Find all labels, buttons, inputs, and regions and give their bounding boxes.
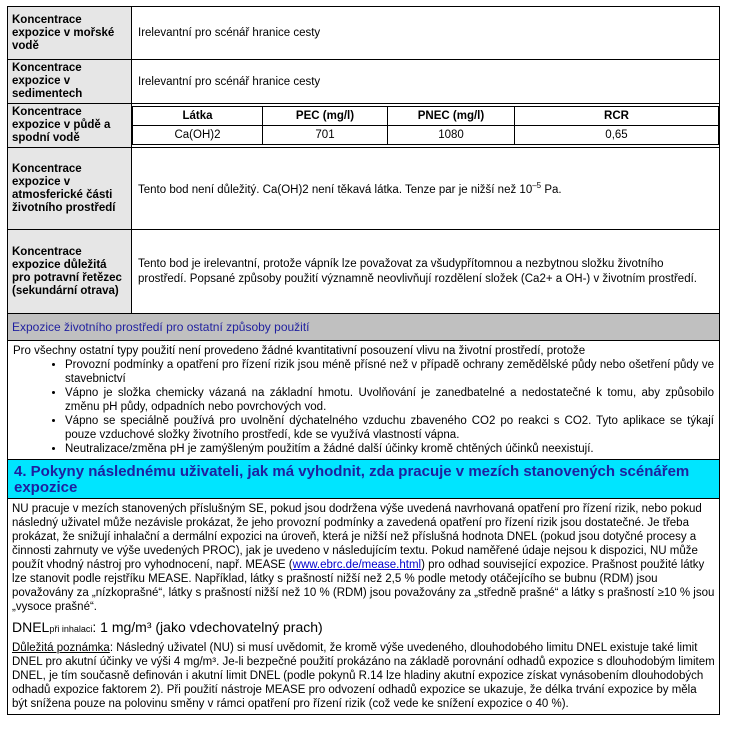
header-cell: PNEC (mg/l) <box>388 107 515 126</box>
section4-heading-row <box>8 460 720 499</box>
row-value: Irelevantní pro scénář hranice cesty <box>132 7 720 60</box>
air-unit: Pa. <box>541 183 562 196</box>
other-uses-list <box>13 358 714 456</box>
header-cell: RCR <box>515 107 719 126</box>
row-value: Irelevantní pro scénář hranice cesty <box>132 60 720 104</box>
list-item: • Neutralizace/změna pH je zamýšleným použitím a žádné další účinky kromě chtěných účinků neexistují. <box>65 442 714 456</box>
section4-body <box>8 499 720 715</box>
important-note <box>12 641 715 711</box>
data-cell: 0,65 <box>515 126 719 145</box>
dnel-label: DNEL <box>12 619 50 635</box>
other-uses-intro: Pro všechny ostatní typy použití není provedeno žádné kvantitativní posouzení vlivu na životní prostředí, protože <box>13 345 586 357</box>
other-uses-body <box>8 341 720 460</box>
dnel-value: : 1 mg/m³ (jako vdechovatelný prach) <box>92 619 323 635</box>
air-text: Tento bod není důležitý. Ca(OH)2 není těkavá látka. Tenze par je nižší než 10 <box>138 183 533 196</box>
row-value: Tento bod je irelevantní, protože vápník lze považovat za všudypřítomnou a nezbytnou složku životního prostředí. Popsané způsoby použití významně neovlivňují rozdělení složek (Ca2+ a OH-) v životním prostředí. <box>132 230 720 314</box>
row-value <box>132 148 720 230</box>
row-label: Koncentrace expozice v sedimentech <box>8 60 132 104</box>
row-food-chain <box>8 230 720 314</box>
row-label: Koncentrace expozice důležitá pro potravní řetězec (sekundární otrava) <box>8 230 132 314</box>
list-item: • Provozní podmínky a opatření pro řízení rizik jsou méně přísné než v případě ochrany zemědělské půdy nebo ošetření půdy ve stavebnictví <box>65 358 714 386</box>
other-uses-band <box>8 314 720 341</box>
row-label: Koncentrace expozice v mořské vodě <box>8 7 132 60</box>
data-cell: 701 <box>263 126 388 145</box>
row-label: Koncentrace expozice v půdě a spodní vodě <box>8 104 132 148</box>
pec-pnec-table <box>132 106 719 145</box>
header-cell: PEC (mg/l) <box>263 107 388 126</box>
row-sediments <box>8 60 720 104</box>
row-soil <box>8 104 720 148</box>
dnel-line <box>12 620 715 636</box>
list-item: • Vápno je složka chemicky vázaná na základní hmotu. Uvolňování je zanedbatelné a nedostatečné k tomu, aby způsobilo změnu pH půdy, odpadních nebo povrchových vod. <box>65 386 714 414</box>
pec-data-row <box>133 126 719 145</box>
other-uses-title: Expozice životního prostředí pro ostatní způsoby použití <box>8 314 720 341</box>
exposure-table <box>7 6 720 715</box>
list-item: • Vápno se speciálně používá pro uvolnění dýchatelného vzduchu zbaveného CO2 po reakci s CO2. Tyto aplikace se týkají pouze vzduchové složky životního prostředí, kde se využívá vlastností vápna. <box>65 414 714 442</box>
note-label: Důležitá poznámka <box>12 642 110 654</box>
row-sea-water <box>8 7 720 60</box>
dnel-subscript: při inhalaci <box>49 624 93 634</box>
section4-paragraph: NU pracuje v mezích stanovených příslušným SE, pokud jsou dodržena výše uvedená navrhovaná opatření pro řízení rizik, nebo pokud následný uživatel může nezávisle prokázat, že jeho provozní podmínky a zavedená opatření pro řízení rizik jsou dostatečné. Je třeba prokázat, že snižují inhalační a dermální expozici na úroveň, která je nižší než příslušná hodnota DNEL (pokud jsou dotyčné procesy a činnosti zahrnuty ve výše uvedených PROC), jak je uvedeno v následujícím textu. Pokud naměřené údaje nejsou k dispozici, NU může použít vhodný nástroj pro vyhodnocení, např. MEASE (www.ebrc.de/mease.html) pro odhad související expozice. Prašnost použité látky lze stanovit podle rejstříku MEASE. Například, látky s prašností nižší než 2,5 % podle metody otáčejícího se bubnu (RDM) jsou považovány za „nízkoprašné“, látky s prašností nižší než 10 % (RDM) jsou považovány za „středně prašné“ a látky s prašností ≥10 % jsou „vysoce prašné“. <box>12 503 715 613</box>
note-text: : Následný uživatel (NU) si musí uvědomit, že kromě výše uvedeného, dlouhodobého limitu DNEL existuje také limit DNEL pro akutní účinky ve výši 4 mg/m³. Je-li bezpečné použití prokázáno na základě porovnání odhadů expozice s dlouhodobým limitem DNEL, je tím současně definován i akutní limit DNEL (podle pokynů R.14 lze hladiny akutní expozice získat vynásobením dlouhodobých odhadů expozice faktorem 2). Při použití nástroje MEASE pro odvození odhadů expozice se ukazuje, že délka trvání expozice by měla být snížena pouze na polovinu směny v rámci opatření pro řízení rizik (což vede ke snížení expozice o 40 %). <box>12 642 715 710</box>
row-atmosphere <box>8 148 720 230</box>
document <box>7 6 719 715</box>
data-cell: Ca(OH)2 <box>133 126 263 145</box>
section4-title: 4. Pokyny následnému uživateli, jak má vyhodnit, zda pracuje v mezích stanovených scénářem expozice <box>8 460 720 499</box>
mease-link[interactable]: www.ebrc.de/mease.html <box>292 559 422 571</box>
data-cell: 1080 <box>388 126 515 145</box>
pec-header-row <box>133 107 719 126</box>
row-label: Koncentrace expozice v atmosferické části životního prostředí <box>8 148 132 230</box>
air-exponent: –5 <box>532 181 542 191</box>
header-cell: Látka <box>133 107 263 126</box>
